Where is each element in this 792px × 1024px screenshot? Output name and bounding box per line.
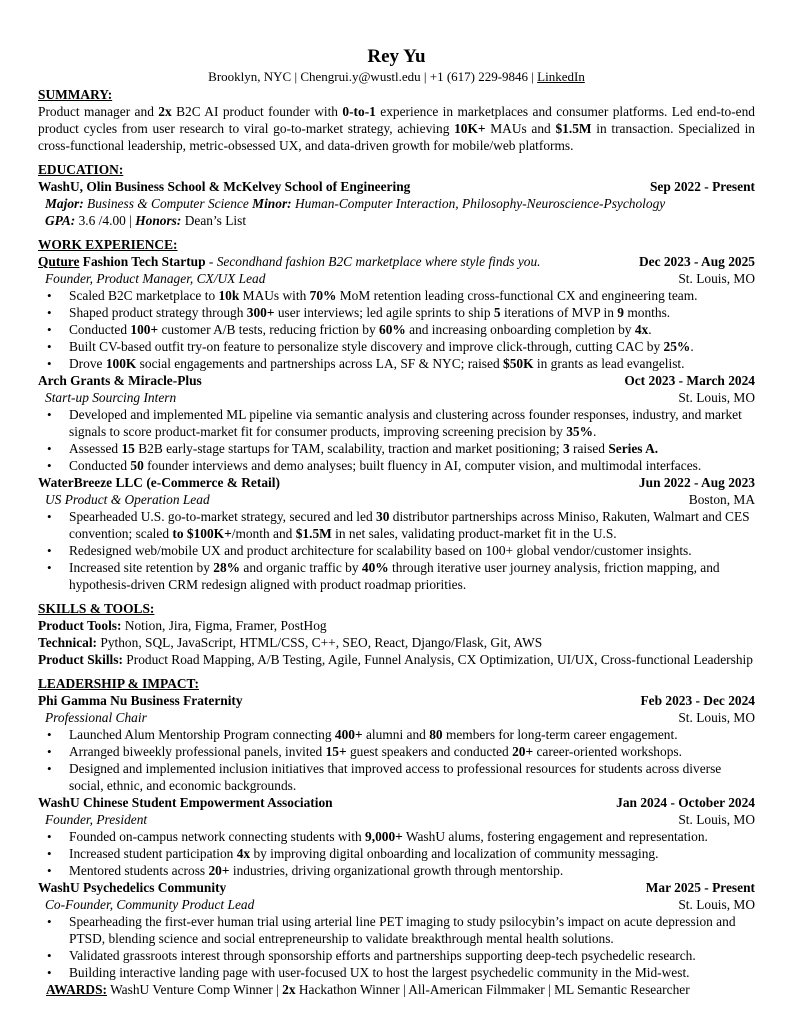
list-item: • Assessed 15 B2B early-stage startups for TAM, scalability, traction and market positioning; 3 raised Series A. — [38, 440, 755, 457]
list-item: • Conducted 50 founder interviews and demo analyses; built fluency in AI, computer vision, and multimodal interfaces. — [38, 457, 755, 474]
org-dates: Feb 2023 - Dec 2024 — [640, 693, 755, 708]
list-item: • Building interactive landing page with user-focused UX to host the largest psychedelic community in the Mid-west. — [38, 964, 755, 981]
job-role: US Product & Operation Lead — [45, 492, 210, 507]
list-item: • Arranged biweekly professional panels, invited 15+ guest speakers and conducted 20+ career-oriented workshops. — [38, 743, 755, 760]
list-item: • Increased site retention by 28% and organic traffic by 40% through iterative user journey analysis, friction mapping, and hypothesis-driven CRM redesign aligned with product roadmap priorities. — [38, 559, 755, 593]
gpa-honors: GPA: 3.6 /4.00 | Honors: Dean’s List — [45, 213, 247, 228]
job-dates: Jun 2022 - Aug 2023 — [638, 475, 755, 490]
org-header — [38, 794, 755, 811]
job-role-row — [38, 270, 755, 287]
org-name: WashU Psychedelics Community — [38, 880, 227, 895]
org-name: WashU Chinese Student Empowerment Association — [38, 795, 333, 810]
job-bullets — [38, 287, 755, 372]
list-item: • Founded on-campus network connecting students with 9,000+ WashU alums, fostering engagement and representation. — [38, 828, 755, 845]
org-name: Phi Gamma Nu Business Fraternity — [38, 693, 243, 708]
job-header — [38, 372, 755, 389]
education-dates: Sep 2022 - Present — [649, 179, 755, 194]
job-header: Quture Fashion Tech Startup - Secondhand fashion B2C marketplace where style finds you. Dec 2023 - Aug 2025 — [38, 254, 755, 269]
org-header — [38, 692, 755, 709]
job-bullets — [38, 406, 755, 474]
job-role: Start-up Sourcing Intern — [45, 390, 177, 405]
job-dates: Dec 2023 - Aug 2025 — [638, 254, 755, 269]
job-role: Founder, Product Manager, CX/UX Lead — [45, 271, 266, 286]
list-item: • Mentored students across 20+ industries, driving organizational growth through mentorship. — [38, 862, 755, 879]
org-role: Professional Chair — [45, 710, 147, 725]
company-name: WaterBreeze LLC (e-Commerce & Retail) — [38, 475, 280, 490]
skills-tools: Product Tools: Notion, Jira, Figma, Framer, PostHog — [38, 618, 327, 633]
list-item: • Developed and implemented ML pipeline via semantic analysis and clustering across founder responses, industry, and market signals to score product-market fit for consumer products, improving screening precision by 35%. — [38, 406, 755, 440]
work-heading: WORK EXPERIENCE: — [38, 237, 178, 252]
awards-heading: AWARDS: — [46, 982, 108, 997]
list-item: • Conducted 100+ customer A/B tests, reducing friction by 60% and increasing onboarding completion by 4x. — [38, 321, 755, 338]
contact-line: Brooklyn, NYC | Chengrui.y@wustl.edu | +1 (617) 229-9846 | LinkedIn — [208, 69, 585, 84]
education-entry — [38, 178, 755, 195]
org-location: St. Louis, MO — [678, 897, 755, 912]
phone: +1 (617) 229-9846 — [429, 69, 529, 84]
org-header — [38, 879, 755, 896]
list-item: • Redesigned web/mobile UX and product architecture for scalability based on 100+ global vendor/customer insights. — [38, 542, 755, 559]
org-role: Co-Founder, Community Product Lead — [45, 897, 255, 912]
list-item: • Scaled B2C marketplace to 10k MAUs with 70% MoM retention leading cross-functional CX and engineering team. — [38, 287, 755, 304]
list-item: • Validated grassroots interest through sponsorship efforts and partnerships supporting deep-tech psychedelic research. — [38, 947, 755, 964]
org-role: Founder, President — [45, 812, 148, 827]
education-heading: EDUCATION: — [38, 162, 124, 177]
company-name: Quture — [38, 254, 80, 269]
job-dates: Oct 2023 - March 2024 — [624, 373, 755, 388]
linkedin-link[interactable]: LinkedIn — [537, 69, 585, 84]
skills-heading: SKILLS & TOOLS: — [38, 601, 155, 616]
email[interactable]: Chengrui.y@wustl.edu — [300, 69, 421, 84]
summary-text: Product manager and 2x B2C AI product founder with 0-to-1 experience in marketplaces and consumer platforms. Led end-to-end product cycles from user research to viral go-to-market strategy, achieving 10K+ MAUs and $1.5M in transaction. Specialized in cross-functional leadership, metric-obsessed UX, and data-driven growth for mobile/web platforms. — [38, 104, 755, 153]
list-item: • Shaped product strategy through 300+ user interviews; led agile sprints to ship 5 iterations of MVP in 9 months. — [38, 304, 755, 321]
org-bullets — [38, 913, 755, 981]
job-location: Boston, MA — [688, 492, 755, 507]
job-role-row — [38, 389, 755, 406]
org-location: St. Louis, MO — [678, 710, 755, 725]
major-minor: Major: Business & Computer Science Minor: Human-Computer Interaction, Philosophy-Neuroscience-Psychology — [45, 196, 666, 211]
org-bullets — [38, 828, 755, 879]
company-name: Arch Grants & Miracle-Plus — [38, 373, 202, 388]
job-location: St. Louis, MO — [678, 271, 755, 286]
skills-technical: Technical: Python, SQL, JavaScript, HTML/CSS, C++, SEO, React, Django/Flask, Git, AWS — [38, 635, 543, 650]
list-item: • Drove 100K social engagements and partnerships across LA, SF & NYC; raised $50K in grants as lead evangelist. — [38, 355, 755, 372]
list-item: • Increased student participation 4x by improving digital onboarding and localization of community messaging. — [38, 845, 755, 862]
location: Brooklyn, NYC — [208, 69, 292, 84]
list-item: • Built CV-based outfit try-on feature to personalize style discovery and improve click-through, cutting CAC by 25%. — [38, 338, 755, 355]
org-role-row — [38, 896, 755, 913]
org-location: St. Louis, MO — [678, 812, 755, 827]
leadership-heading: LEADERSHIP & IMPACT: — [38, 676, 199, 691]
job-role-row — [38, 491, 755, 508]
company-tagline: - Secondhand fashion B2C marketplace where style finds you. — [205, 254, 541, 269]
list-item: • Designed and implemented inclusion initiatives that improved access to professional resources for students across diverse social, ethnic, and economic backgrounds. — [38, 760, 755, 794]
job-bullets — [38, 508, 755, 593]
org-bullets — [38, 726, 755, 794]
org-role-row — [38, 811, 755, 828]
list-item: • Launched Alum Mentorship Program connecting 400+ alumni and 80 members for long-term career engagement. — [38, 726, 755, 743]
list-item: • Spearheaded U.S. go-to-market strategy, secured and led 30 distributor partnerships across Miniso, Rakuten, Walmart and CES convention; scaled to $100K+/month and $1.5M in net sales, validating product-market fit in the U.S. — [38, 508, 755, 542]
org-role-row — [38, 709, 755, 726]
summary-heading: SUMMARY: — [38, 87, 113, 102]
awards-line: AWARDS: WashU Venture Comp Winner | 2x Hackathon Winner | All-American Filmmaker | ML Semantic Researcher — [46, 982, 690, 997]
job-header — [38, 474, 755, 491]
list-item: • Spearheading the first-ever human trial using arterial line PET imaging to study psilocybin’s impact on acute depression and PTSD, blending science and social entrepreneurship to validate breakthrough mental health solutions. — [38, 913, 755, 947]
candidate-name: Rey Yu — [367, 46, 426, 67]
school-name: WashU, Olin Business School & McKelvey School of Engineering — [38, 179, 411, 194]
org-dates: Mar 2025 - Present — [645, 880, 755, 895]
org-dates: Jan 2024 - October 2024 — [616, 795, 755, 810]
job-location: St. Louis, MO — [678, 390, 755, 405]
skills-product: Product Skills: Product Road Mapping, A/B Testing, Agile, Funnel Analysis, CX Optimization, UI/UX, Cross-functional Leadership — [38, 652, 753, 667]
